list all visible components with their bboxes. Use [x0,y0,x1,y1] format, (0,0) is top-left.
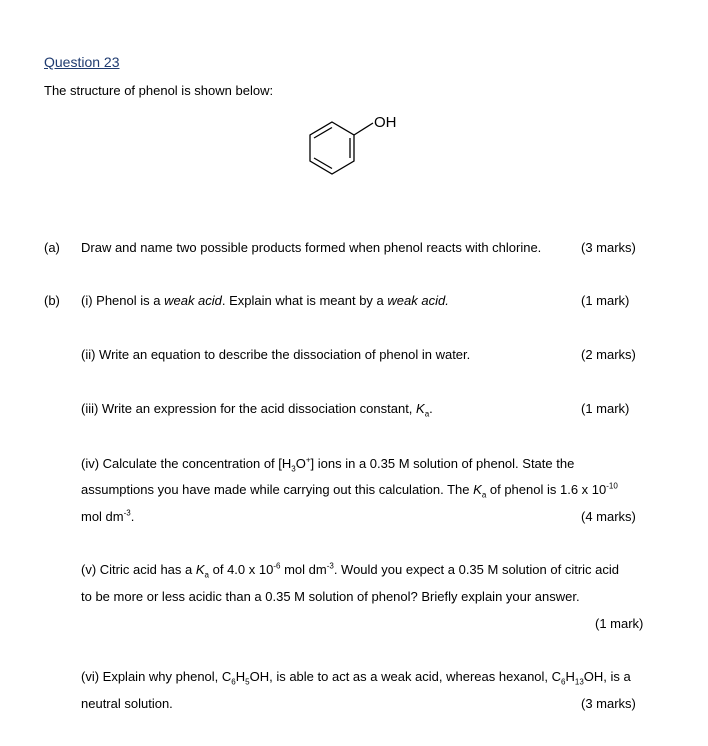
part-b-iv-marks: (4 marks) [581,509,636,524]
part-b-iii-marks: (1 mark) [581,401,630,416]
part-b-i-text: (i) Phenol is a weak acid. Explain what is meant by a weak acid. [81,293,449,308]
oh-bond [354,123,373,135]
part-b-v-line2: to be more or less acidic than a 0.35 M solution of phenol? Briefly explain your answer. [81,589,580,604]
part-b-iv-line1: (iv) Calculate the concentration of $[H_3O^+]$ ions in a 0.35 M solution of phenol. State the [81,455,575,474]
part-b-vi-line1: (vi) Explain why phenol, $C_6H_5OH$, is able to act as a weak acid, whereas hexanol, $C_6H_{13}OH$, is a [81,669,631,687]
part-b-iii-text: (iii) Write an expression for the acid dissociation constant, $K_a$. [81,401,433,419]
benzene-ring [310,122,373,174]
question-intro: The structure of phenol is shown below: [44,83,274,98]
part-b-iv-line2: assumptions you have made while carrying out this calculation. The $K_a$ of phenol is 1.6 x $10^{-10}$ [81,481,618,500]
part-a-marks: (3 marks) [581,240,636,255]
question-title: Question 23 [44,54,120,70]
part-a-text: Draw and name two possible products formed when phenol reacts with chlorine. [81,240,542,255]
phenol-structure [270,108,430,208]
part-b-ii-marks: (2 marks) [581,347,636,362]
oh-label: OH [374,114,397,131]
part-b-vi-line2: neutral solution. [81,696,173,711]
part-b-i-marks: (1 mark) [581,293,630,308]
part-b-iv-line3: mol $dm^{-3}$. [81,508,135,524]
part-b-vi-marks: (3 marks) [581,696,636,711]
part-b-v-marks: (1 mark) [595,616,644,631]
part-a-label: (a) [44,240,60,255]
part-b-v-line1: (v) Citric acid has a $K_a$ of 4.0 x $10^{-6}$ mol $dm^{-3}$. Would you expect a 0.35 M solution of citric acid [81,561,619,580]
part-b-ii-text: (ii) Write an equation to describe the dissociation of phenol in water. [81,347,471,362]
part-b-label: (b) [44,293,60,308]
